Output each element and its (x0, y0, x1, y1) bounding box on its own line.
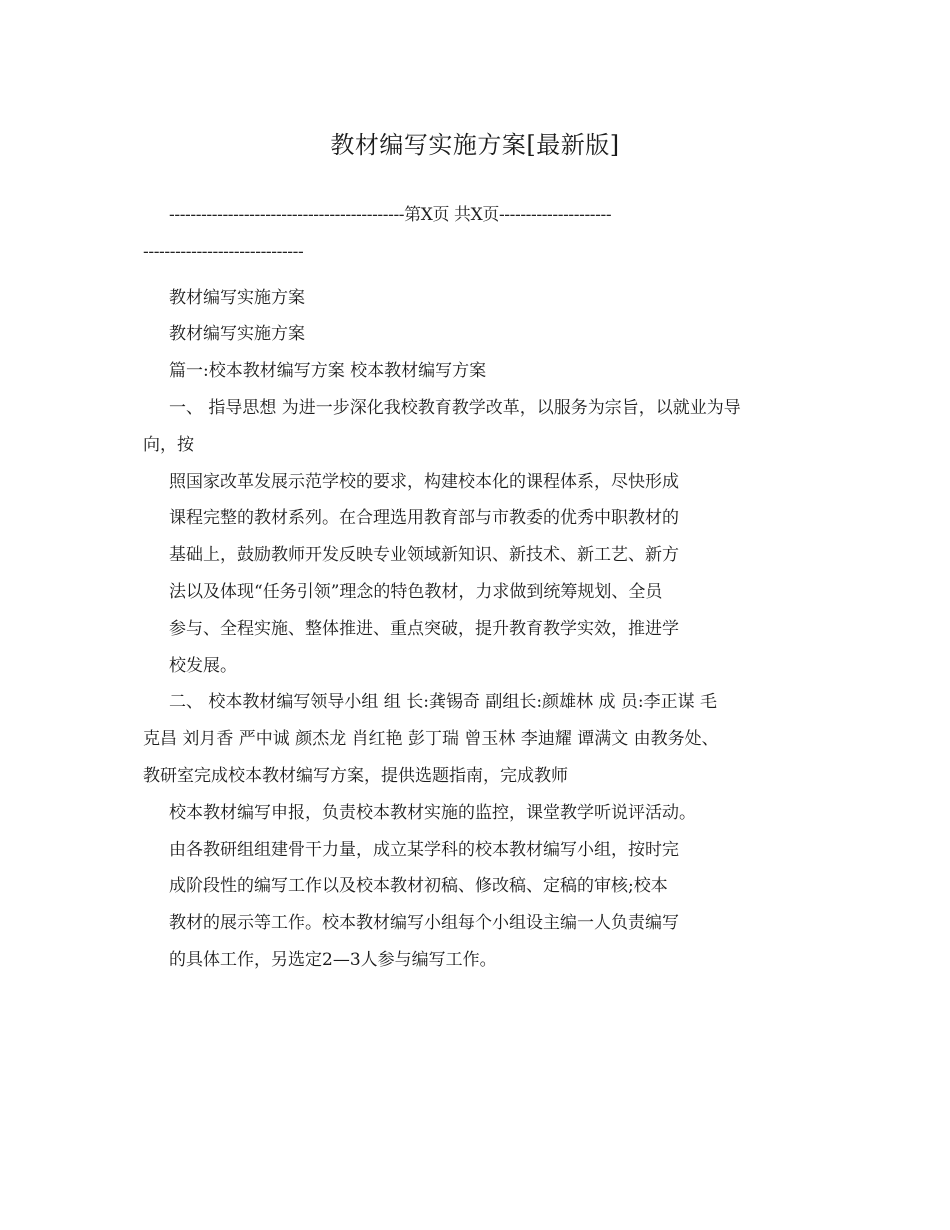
paragraph-line: 课程完整的教材系列。在合理选用教育部与市教委的优秀中职教材的 (169, 508, 679, 529)
document-body (143, 197, 811, 979)
paragraph-line: 法以及体现“任务引领”理念的特色教材，力求做到统筹规划、全员 (169, 581, 663, 602)
paragraph-line: 教材编写实施方案 (169, 324, 305, 345)
page-header-line-1: --------------------------------------------第X页 共X页--------------------- (169, 205, 612, 225)
paragraph-line: 克昌 刘月香 严中诚 颜杰龙 肖红艳 彭丁瑞 曾玉林 李迪耀 谭满文 由教务处、 (143, 729, 719, 750)
paragraph-line: 一、 指导思想 为进一步深化我校教育教学改革，以服务为宗旨，以就业为导 (169, 397, 741, 418)
paragraph-line: 成阶段性的编写工作以及校本教材初稿、修改稿、定稿的审核;校本 (169, 876, 668, 897)
paragraph-line: 基础上，鼓励教师开发反映专业领域新知识、新技术、新工艺、新方 (169, 545, 679, 566)
paragraph-line: 照国家改革发展示范学校的要求，构建校本化的课程体系，尽快形成 (169, 471, 679, 492)
paragraph-line: 二、 校本教材编写领导小组 组 长:龚锡奇 副组长:颜雄林 成 员:李正谋 毛 (169, 692, 718, 713)
paragraph-line: 教材的展示等工作。校本教材编写小组每个小组设主编一人负责编写 (169, 913, 679, 934)
paragraph-line: 向，按 (143, 434, 194, 455)
spacer (143, 271, 811, 280)
paragraph-line: 由各教研组组建骨干力量，成立某学科的校本教材编写小组，按时完 (169, 839, 679, 860)
paragraph-line: 校本教材编写申报，负责校本教材实施的监控，课堂教学听说评活动。 (169, 802, 696, 823)
page-header-line-2: ------------------------------ (143, 241, 304, 262)
paragraph-line: 教材编写实施方案 (169, 287, 305, 308)
paragraph-line: 的具体工作，另选定2—3人参与编写工作。 (169, 949, 497, 970)
paragraph-line: 教研室完成校本教材编写方案，提供选题指南，完成教师 (143, 765, 568, 786)
document-title: 教材编写实施方案[最新版] (330, 131, 620, 159)
section-heading-line: 篇一:校本教材编写方案 校本教材编写方案 (169, 361, 487, 382)
paragraph-line: 校发展。 (169, 655, 237, 676)
paragraph-line: 参与、全程实施、整体推进、重点突破，提升教育教学实效，推进学 (169, 618, 679, 639)
